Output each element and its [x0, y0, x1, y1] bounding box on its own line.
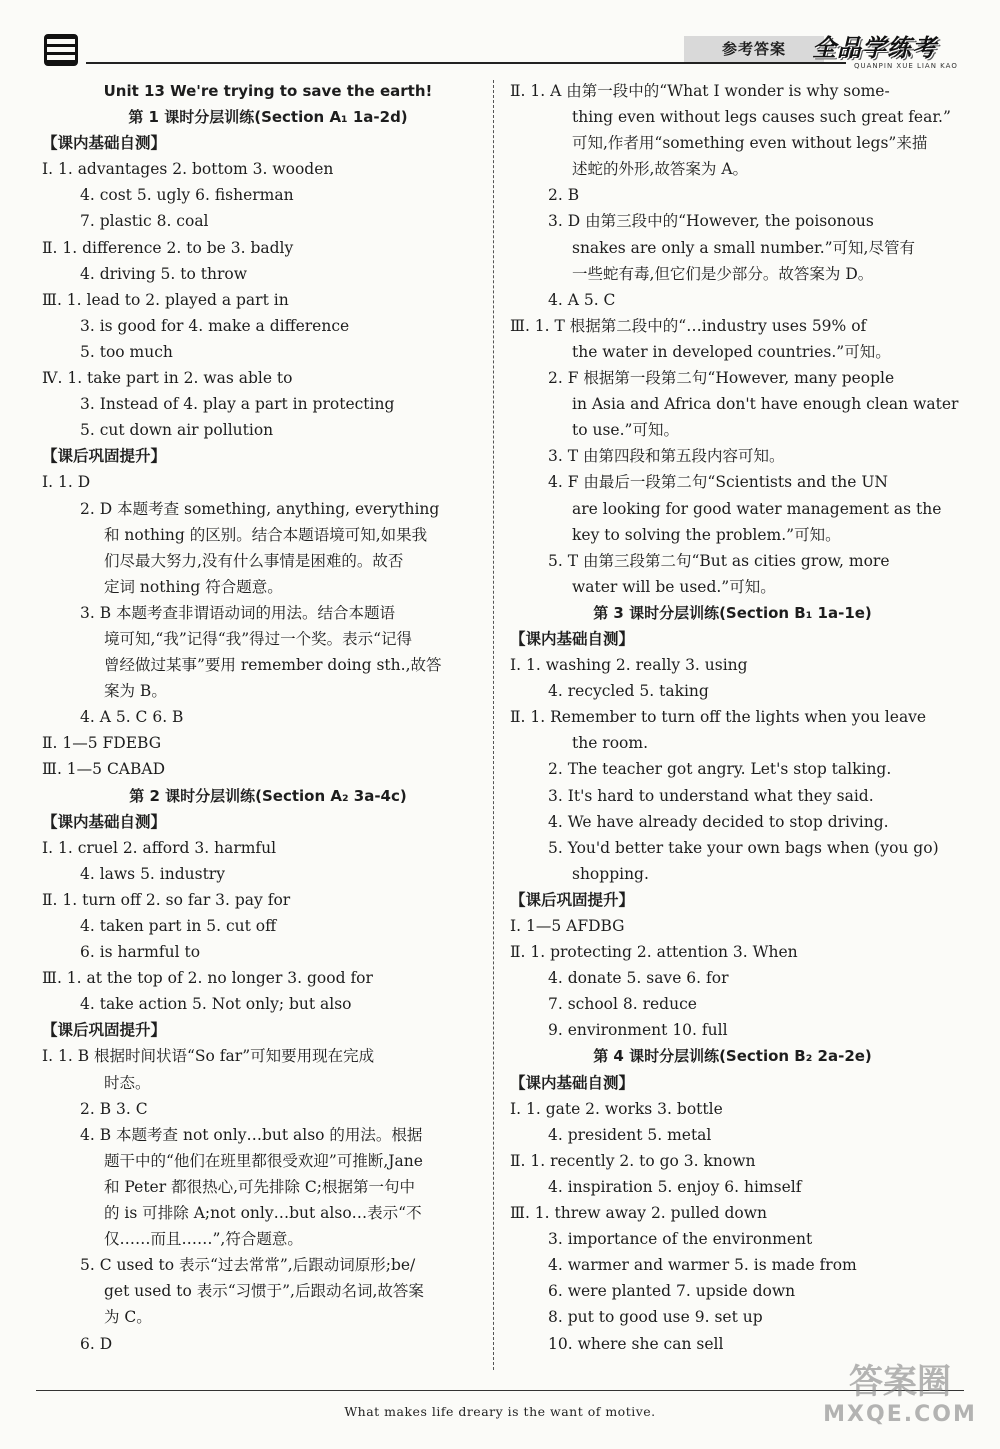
answer-line: thing even without legs causes such great fear.” [572, 108, 951, 127]
answer-line: 3. is good for 4. make a difference [80, 316, 350, 335]
answer-line: Ⅲ. 1. threw away 2. pulled down [510, 1204, 767, 1223]
answer-line: 2. B 3. C [80, 1099, 148, 1118]
answer-line: to use.”可知。 [572, 421, 679, 440]
answer-line: 5. too much [80, 342, 173, 361]
answer-line: 4. recycled 5. taking [548, 682, 709, 701]
answer-line: 4. warmer and warmer 5. is made from [548, 1256, 857, 1275]
answer-line: Ⅲ. 1—5 CABAD [42, 760, 166, 779]
right-column [510, 78, 959, 1357]
footer-motto: What makes life dreary is the want of motive. [344, 1404, 656, 1419]
answer-line: 3. D 由第三段中的“However, the poisonous [548, 212, 874, 231]
answer-line: 第 3 课时分层训练(Section B₁ 1a-1e) [593, 603, 872, 622]
left-column [42, 78, 494, 1357]
answer-line: 3. It's hard to understand what they said. [548, 786, 874, 805]
answer-line: 7. school 8. reduce [548, 995, 697, 1014]
answer-line: 曾经做过某事”要用 remember doing sth.,故答 [104, 656, 442, 675]
answer-line: 2. The teacher got angry. Let's stop talking. [548, 760, 892, 779]
watermark [810, 1362, 990, 1442]
answer-line: 【课内基础自测】 [510, 1072, 635, 1092]
answer-line: Ⅰ. 1. B 根据时间状语“So far”可知要用现在完成 [42, 1047, 375, 1066]
answer-line: 4. driving 5. to throw [80, 264, 247, 283]
answer-line: 【课内基础自测】 [42, 133, 167, 153]
answer-line: 5. C used to 表示“过去常常”,后跟动词原形;be/ [80, 1256, 416, 1275]
watermark-top: 答案圈 [849, 1362, 951, 1402]
brand-logo: 全品学练考 [812, 34, 937, 62]
answer-line: 4. taken part in 5. cut off [80, 917, 277, 935]
answer-line: 4. F 由最后一段第二句“Scientists and the UN [548, 473, 888, 492]
answer-line: Ⅱ. 1. protecting 2. attention 3. When [510, 943, 798, 962]
answer-line: 3. importance of the environment [548, 1230, 813, 1249]
answer-line: 第 2 课时分层训练(Section A₂ 3a-4c) [129, 786, 407, 805]
answer-line: Ⅰ. 1. cruel 2. afford 3. harmful [42, 838, 277, 857]
answer-line: 7. plastic 8. coal [80, 212, 209, 231]
answer-line: 和 nothing 的区别。结合本题语境可知,如果我 [104, 525, 428, 544]
answer-line: 案为 B。 [104, 682, 167, 701]
answer-line: 4. donate 5. save 6. for [548, 969, 729, 988]
answer-line: 10. where she can sell [548, 1334, 724, 1353]
answer-line: Ⅱ. 1. difference 2. to be 3. badly [42, 238, 294, 257]
answer-line: water will be used.”可知。 [572, 577, 776, 596]
answer-line: 【课后巩固提升】 [42, 446, 167, 466]
answer-line: 一些蛇有毒,但它们是少部分。故答案为 D。 [572, 264, 874, 283]
answer-line: 2. D 本题考查 something, anything, everything [80, 499, 440, 518]
answer-line: 6. is harmful to [80, 943, 201, 962]
answer-line: 3. B 本题考查非谓语动词的用法。结合本题语 [80, 603, 396, 622]
answer-line: 的 is 可排除 A;not only…but also…表示“不 [104, 1204, 422, 1223]
answer-line: 4. take action 5. Not only; but also [80, 995, 352, 1014]
answer-line: 2. B [548, 186, 580, 205]
answer-line: shopping. [572, 864, 649, 883]
answer-line: Ⅱ. 1—5 FDEBG [42, 734, 162, 753]
answer-line: 6. were planted 7. upside down [548, 1282, 796, 1301]
answer-line: 【课后巩固提升】 [510, 889, 635, 909]
answer-line: 4. We have already decided to stop driving. [548, 812, 889, 831]
answer-line: 3. T 由第四段和第五段内容可知。 [548, 447, 785, 466]
answer-line: Ⅰ. 1—5 AFDBG [510, 917, 625, 935]
answer-line: Unit 13 We're trying to save the earth! [103, 82, 433, 100]
answer-line: 【课后巩固提升】 [42, 1020, 167, 1040]
header-label: 参考答案 [684, 36, 824, 62]
answer-line: Ⅱ. 1. recently 2. to go 3. known [510, 1151, 756, 1170]
answer-line: 们尽最大努力,没有什么事情是困难的。故否 [104, 551, 404, 570]
answer-line: 5. T 由第三段第二句“But as cities grow, more [548, 551, 890, 570]
answer-line: get used to 表示“习惯于”,后跟动名词,故答案 [104, 1282, 424, 1301]
answer-line: 4. A 5. C [548, 290, 616, 309]
answer-line: the water in developed countries.”可知。 [572, 342, 891, 361]
answer-line: 仅……而且……”,符合题意。 [104, 1230, 303, 1249]
answer-line: in Asia and Africa don't have enough clean water [572, 395, 959, 414]
page-header [36, 34, 968, 70]
answer-line: 9. environment 10. full [548, 1021, 728, 1040]
answer-line: 定词 nothing 符合题意。 [104, 577, 283, 596]
answer-line: Ⅰ. 1. washing 2. really 3. using [510, 656, 748, 675]
answer-line: Ⅰ. 1. gate 2. works 3. bottle [510, 1099, 723, 1118]
answer-line: Ⅰ. 1. advantages 2. bottom 3. wooden [42, 160, 334, 179]
answer-line: snakes are only a small number.”可知,尽管有 [572, 238, 915, 257]
answer-line: 4. cost 5. ugly 6. fisherman [80, 186, 294, 205]
answer-line: 第 1 课时分层训练(Section A₁ 1a-2d) [128, 108, 408, 127]
answer-line: 时态。 [104, 1073, 151, 1092]
answer-line: Ⅱ. 1. turn off 2. so far 3. pay for [42, 890, 291, 909]
answer-line: 境可知,“我”记得“我”得过一个奖。表示“记得 [104, 629, 413, 648]
answer-line: 可知,作者用“something even without legs”来描 [572, 134, 928, 153]
answer-line: key to solving the problem.”可知。 [572, 525, 841, 544]
answer-line: 6. D [80, 1334, 113, 1353]
column-divider [493, 80, 495, 1370]
answer-line: 述蛇的外形,故答案为 A。 [572, 160, 749, 179]
answer-line: Ⅳ. 1. take part in 2. was able to [42, 369, 293, 388]
watermark-bottom: MXQE.COM [823, 1402, 977, 1427]
answer-line: 5. cut down air pollution [80, 421, 274, 440]
answer-line: 为 C。 [104, 1308, 152, 1327]
answer-line: 4. laws 5. industry [80, 864, 225, 883]
answer-line: 第 4 课时分层训练(Section B₂ 2a-2e) [593, 1047, 872, 1066]
answer-line: 5. You'd better take your own bags when (you go) [548, 838, 939, 857]
answer-line: 题干中的“他们在班里都很受欢迎”可推断,Jane [104, 1151, 423, 1170]
answer-line: 4. B 本题考查 not only…but also 的用法。根据 [80, 1125, 423, 1144]
answer-line: 4. A 5. C 6. B [80, 708, 184, 727]
answer-line: Ⅲ. 1. T 根据第二段中的“…industry uses 59% of [510, 316, 867, 335]
answer-line: 【课内基础自测】 [510, 628, 635, 648]
book-logo-icon [44, 34, 78, 66]
answer-line: 8. put to good use 9. set up [548, 1308, 763, 1327]
answer-line: Ⅱ. 1. Remember to turn off the lights when you leave [510, 708, 927, 727]
answer-line: Ⅲ. 1. lead to 2. played a part in [42, 290, 289, 309]
answer-line: Ⅰ. 1. D [42, 473, 91, 492]
answer-line: 4. inspiration 5. enjoy 6. himself [548, 1177, 802, 1196]
answer-line: 2. F 根据第一段第二句“However, many people [548, 369, 895, 388]
brand-subtitle: QUANPIN XUE LIAN KAO [854, 62, 958, 70]
answer-line: are looking for good water management as the [572, 499, 942, 518]
answer-line: Ⅱ. 1. A 由第一段中的“What I wonder is why some- [510, 82, 890, 100]
answer-line: 【课内基础自测】 [42, 811, 167, 831]
answer-line: the room. [572, 734, 649, 753]
answer-line: 3. Instead of 4. play a part in protecting [80, 395, 395, 414]
header-rule [86, 62, 846, 64]
answer-line: 4. president 5. metal [548, 1125, 712, 1144]
answer-line: Ⅲ. 1. at the top of 2. no longer 3. good for [42, 969, 373, 988]
answer-line: 和 Peter 都很热心,可先排除 C;根据第一句中 [104, 1177, 416, 1196]
